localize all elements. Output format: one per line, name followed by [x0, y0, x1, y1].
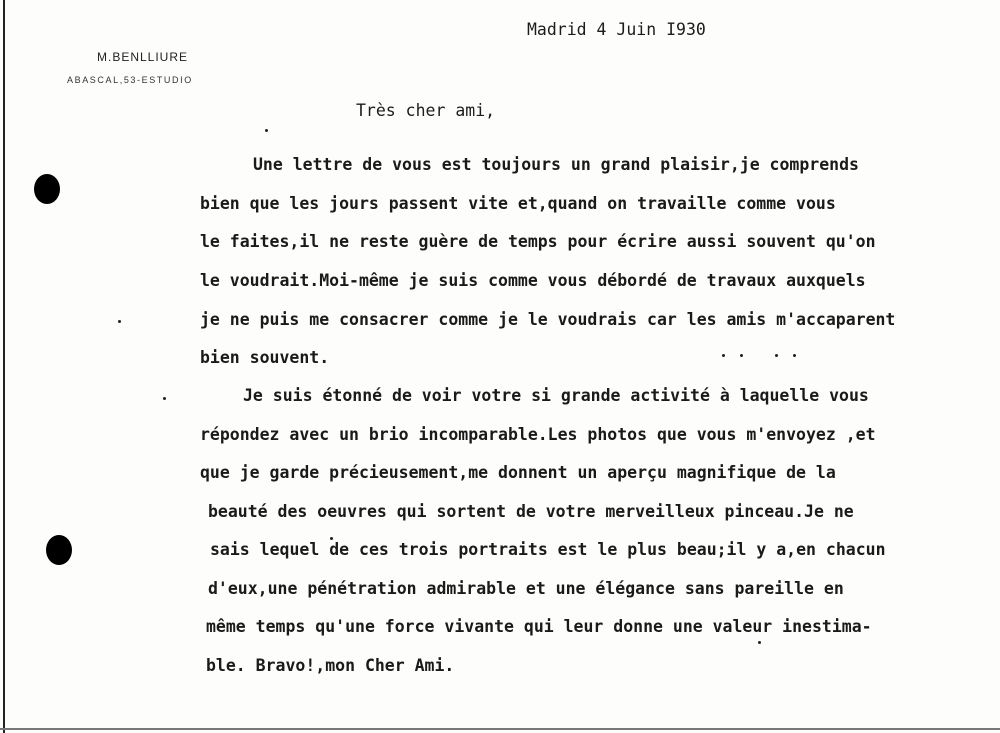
page-edge-bottom — [0, 728, 1000, 730]
body-line: sais lequel de ces trois portraits est le plus beau;il y a,en chacun — [210, 540, 886, 559]
paper-speck — [118, 320, 121, 323]
date-line: Madrid 4 Juin I930 — [527, 20, 706, 39]
body-line: d'eux,une pénétration admirable et une élégance sans pareille en — [208, 579, 844, 598]
letterhead-address: ABASCAL,53-ESTUDIO — [67, 75, 193, 85]
body-line: beauté des oeuvres qui sortent de votre merveilleux pinceau.Je ne — [208, 502, 854, 521]
paper-speck — [722, 354, 725, 357]
body-line: Une lettre de vous est toujours un grand plaisir,je comprends — [253, 155, 859, 174]
paper-speck — [330, 537, 333, 540]
letterhead-name: M.BENLLIURE — [97, 50, 189, 64]
page-edge-left — [3, 0, 5, 733]
body-line: même temps qu'une force vivante qui leur donne une valeur inestima- — [206, 617, 872, 636]
body-line: que je garde précieusement,me donnent un aperçu magnifique de la — [200, 463, 836, 482]
salutation: Très cher ami, — [356, 101, 496, 120]
body-line: bien que les jours passent vite et,quand on travaille comme vous — [200, 194, 836, 213]
body-line: Je suis étonné de voir votre si grande activité à laquelle vous — [243, 386, 869, 405]
paper-speck — [793, 354, 796, 357]
body-line: répondez avec un brio incomparable.Les photos que vous m'envoyez ,et — [200, 425, 876, 444]
paper-speck — [265, 129, 268, 132]
body-line: le faites,il ne reste guère de temps pour écrire aussi souvent qu'on — [200, 232, 876, 251]
punch-hole — [34, 174, 60, 204]
paper-speck — [163, 397, 166, 400]
punch-hole — [46, 535, 72, 565]
paper-speck — [758, 641, 761, 644]
paper-speck — [740, 354, 743, 357]
body-line: bien souvent. — [200, 348, 330, 367]
body-line: je ne puis me consacrer comme je le voudrais car les amis m'accaparent — [200, 310, 896, 329]
body-line: le voudrait.Moi-même je suis comme vous débordé de travaux auxquels — [200, 271, 866, 290]
paper-speck — [775, 354, 778, 357]
body-line: ble. Bravo!,mon Cher Ami. — [206, 656, 455, 675]
